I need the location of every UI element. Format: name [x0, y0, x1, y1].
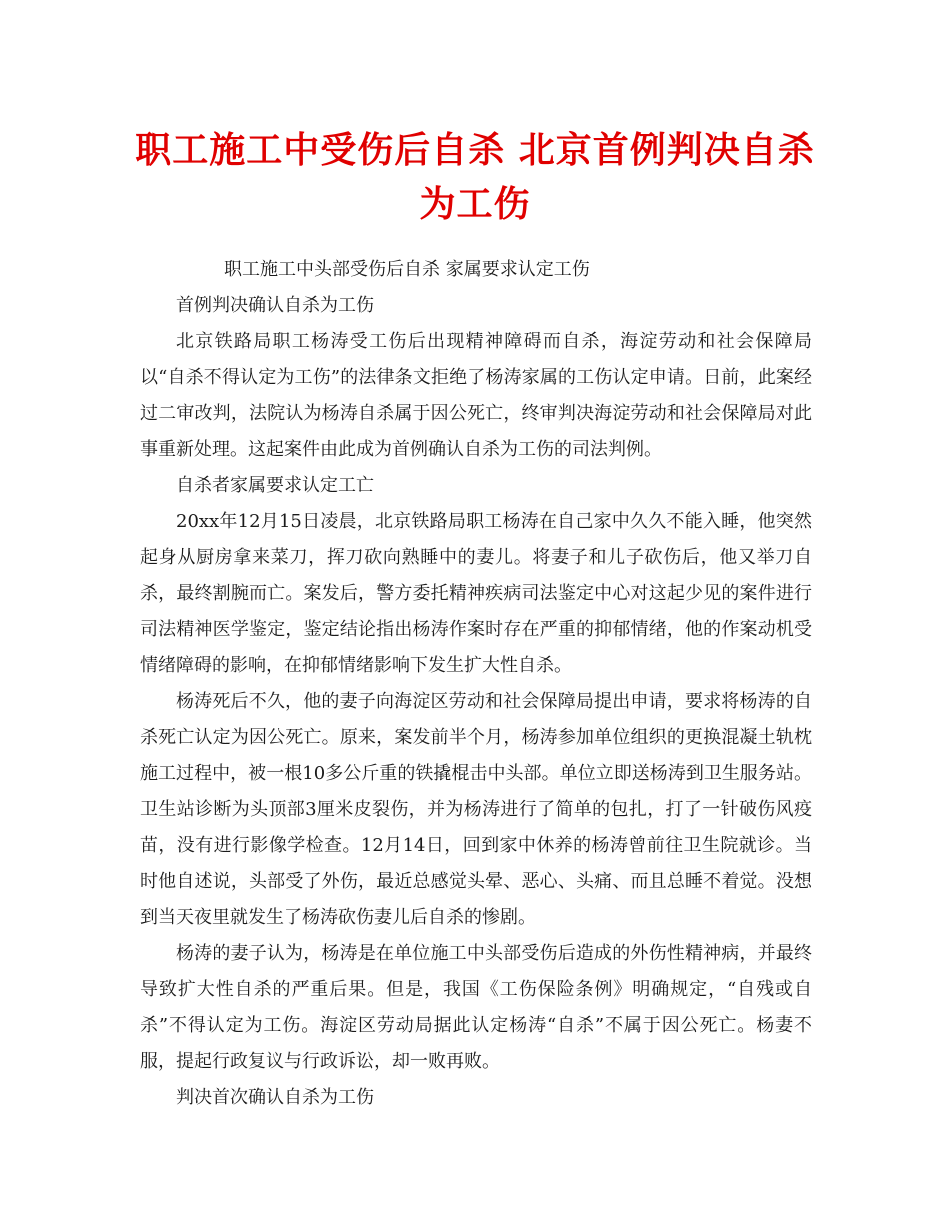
paragraph: 杨涛死后不久，他的妻子向海淀区劳动和社会保障局提出申请，要求将杨涛的自杀死亡认定为因公死亡。原来，案发前半个月，杨涛参加单位组织的更换混凝土轨枕施工过程中，被一根10多公斤重的铁撬棍击中头部。单位立即送杨涛到卫生服务站。卫生站诊断为头顶部3厘米皮裂伤，并为杨涛进行了简单的包扎，打了一针破伤风疫苗，没有进行影像学检查。12月14日，回到家中休养的杨涛曾前往卫生院就诊。当时他自述说，头部受了外伤，最近总感觉头晕、恶心、头痛、而且总睡不着觉。没想到当天夜里就发生了杨涛砍伤妻儿后自杀的惨剧。	[140, 691, 812, 928]
section-heading: 自杀者家属要求认定工亡	[176, 475, 374, 496]
document-title: 职工施工中受伤后自杀 北京首例判决自杀为工伤	[135, 130, 815, 225]
document-body	[140, 252, 812, 1116]
section-heading: 判决首次确认自杀为工伤	[176, 1087, 374, 1108]
paragraph: 20xx年12月15日凌晨，北京铁路局职工杨涛在自己家中久久不能入睡，他突然起身从厨房拿来菜刀，挥刀砍向熟睡中的妻儿。将妻子和儿子砍伤后，他又举刀自杀，最终割腕而亡。案发后，警方委托精神疾病司法鉴定中心对这起少见的案件进行司法精神医学鉴定，鉴定结论指出杨涛作案时存在严重的抑郁情绪，他的作案动机受情绪障碍的影响，在抑郁情绪影响下发生扩大性自杀。	[140, 511, 812, 676]
paragraph: 北京铁路局职工杨涛受工伤后出现精神障碍而自杀，海淀劳动和社会保障局以“自杀不得认定为工伤”的法律条文拒绝了杨涛家属的工伤认定申请。日前，此案经过二审改判，法院认为杨涛自杀属于因公死亡，终审判决海淀劳动和社会保障局对此事重新处理。这起案件由此成为首例确认自杀为工伤的司法判例。	[140, 331, 812, 460]
document-subtitle: 职工施工中头部受伤后自杀 家属要求认定工伤	[224, 259, 590, 280]
paragraph: 杨涛的妻子认为，杨涛是在单位施工中头部受伤后造成的外伤性精神病，并最终导致扩大性自杀的严重后果。但是，我国《工伤保险条例》明确规定，“自残或自杀”不得认定为工伤。海淀区劳动局据此认定杨涛“自杀”不属于因公死亡。杨妻不服，提起行政复议与行政诉讼，却一败再败。	[140, 943, 812, 1072]
section-heading: 首例判决确认自杀为工伤	[176, 295, 374, 316]
